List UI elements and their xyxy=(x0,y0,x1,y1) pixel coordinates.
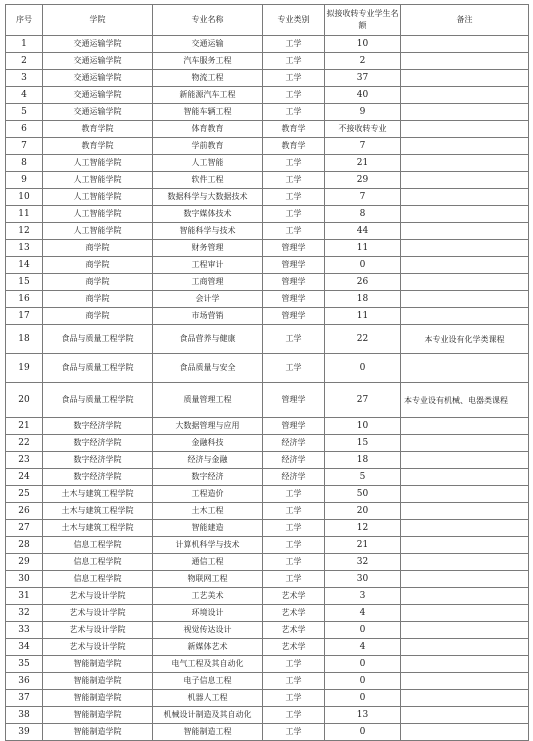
table-row xyxy=(6,354,529,383)
cell-quota: 21 xyxy=(325,537,401,554)
quota-table xyxy=(5,4,529,741)
cell-major: 智能制造工程 xyxy=(153,724,263,741)
cell-college: 教育学院 xyxy=(43,121,153,138)
cell-college: 智能制造学院 xyxy=(43,707,153,724)
cell-college: 艺术与设计学院 xyxy=(43,605,153,622)
cell-remarks xyxy=(401,656,529,673)
cell-remarks xyxy=(401,155,529,172)
table-row xyxy=(6,520,529,537)
cell-quota: 11 xyxy=(325,308,401,325)
cell-college: 土木与建筑工程学院 xyxy=(43,486,153,503)
cell-quota: 37 xyxy=(325,70,401,87)
cell-major: 环境设计 xyxy=(153,605,263,622)
cell-category: 管理学 xyxy=(263,291,325,308)
cell-major: 金融科技 xyxy=(153,435,263,452)
cell-college: 商学院 xyxy=(43,308,153,325)
cell-major: 数字经济 xyxy=(153,469,263,486)
cell-major: 物流工程 xyxy=(153,70,263,87)
cell-major: 会计学 xyxy=(153,291,263,308)
table-row xyxy=(6,257,529,274)
table-row xyxy=(6,639,529,656)
cell-category: 经济学 xyxy=(263,435,325,452)
cell-major: 工程造价 xyxy=(153,486,263,503)
cell-college: 人工智能学院 xyxy=(43,155,153,172)
cell-index: 31 xyxy=(6,588,43,605)
table-row xyxy=(6,172,529,189)
cell-major: 食品质量与安全 xyxy=(153,354,263,383)
cell-major: 智能车辆工程 xyxy=(153,104,263,121)
table-row xyxy=(6,53,529,70)
cell-college: 食品与质量工程学院 xyxy=(43,383,153,418)
cell-quota: 30 xyxy=(325,571,401,588)
cell-college: 人工智能学院 xyxy=(43,172,153,189)
cell-quota: 7 xyxy=(325,138,401,155)
cell-quota: 3 xyxy=(325,588,401,605)
table-row xyxy=(6,435,529,452)
cell-major: 大数据管理与应用 xyxy=(153,418,263,435)
cell-college: 智能制造学院 xyxy=(43,673,153,690)
cell-category: 工学 xyxy=(263,189,325,206)
cell-quota: 4 xyxy=(325,605,401,622)
cell-remarks xyxy=(401,503,529,520)
cell-remarks xyxy=(401,435,529,452)
cell-category: 工学 xyxy=(263,223,325,240)
cell-college: 商学院 xyxy=(43,291,153,308)
header-category: 专业类别 xyxy=(263,5,325,36)
cell-quota: 44 xyxy=(325,223,401,240)
cell-college: 商学院 xyxy=(43,257,153,274)
cell-index: 18 xyxy=(6,325,43,354)
cell-college: 交通运输学院 xyxy=(43,53,153,70)
cell-quota: 21 xyxy=(325,155,401,172)
cell-remarks xyxy=(401,308,529,325)
cell-quota: 40 xyxy=(325,87,401,104)
cell-index: 2 xyxy=(6,53,43,70)
cell-college: 人工智能学院 xyxy=(43,189,153,206)
table-row xyxy=(6,469,529,486)
cell-college: 交通运输学院 xyxy=(43,70,153,87)
cell-remarks xyxy=(401,172,529,189)
cell-category: 管理学 xyxy=(263,383,325,418)
cell-major: 工商管理 xyxy=(153,274,263,291)
cell-quota: 18 xyxy=(325,291,401,308)
cell-category: 管理学 xyxy=(263,257,325,274)
cell-college: 艺术与设计学院 xyxy=(43,622,153,639)
cell-major: 机器人工程 xyxy=(153,690,263,707)
cell-quota: 15 xyxy=(325,435,401,452)
cell-remarks xyxy=(401,639,529,656)
cell-index: 11 xyxy=(6,206,43,223)
cell-index: 5 xyxy=(6,104,43,121)
cell-remarks xyxy=(401,571,529,588)
cell-index: 14 xyxy=(6,257,43,274)
cell-category: 工学 xyxy=(263,690,325,707)
cell-index: 38 xyxy=(6,707,43,724)
cell-major: 学前教育 xyxy=(153,138,263,155)
cell-remarks xyxy=(401,452,529,469)
cell-quota: 0 xyxy=(325,257,401,274)
table-row xyxy=(6,87,529,104)
table-row xyxy=(6,383,529,418)
table-row xyxy=(6,240,529,257)
table-row xyxy=(6,452,529,469)
cell-college: 数字经济学院 xyxy=(43,435,153,452)
cell-remarks xyxy=(401,121,529,138)
cell-index: 20 xyxy=(6,383,43,418)
cell-category: 工学 xyxy=(263,520,325,537)
table-row xyxy=(6,605,529,622)
cell-remarks xyxy=(401,605,529,622)
table-row xyxy=(6,138,529,155)
cell-college: 交通运输学院 xyxy=(43,36,153,53)
cell-college: 商学院 xyxy=(43,240,153,257)
cell-remarks xyxy=(401,469,529,486)
cell-index: 4 xyxy=(6,87,43,104)
cell-remarks xyxy=(401,588,529,605)
cell-quota: 18 xyxy=(325,452,401,469)
cell-category: 经济学 xyxy=(263,452,325,469)
cell-major: 财务管理 xyxy=(153,240,263,257)
cell-remarks: 本专业设有机械、电器类课程 xyxy=(401,383,529,418)
cell-index: 30 xyxy=(6,571,43,588)
cell-remarks xyxy=(401,87,529,104)
cell-college: 智能制造学院 xyxy=(43,724,153,741)
cell-index: 37 xyxy=(6,690,43,707)
cell-major: 工程审计 xyxy=(153,257,263,274)
cell-college: 人工智能学院 xyxy=(43,206,153,223)
cell-remarks xyxy=(401,291,529,308)
cell-category: 工学 xyxy=(263,571,325,588)
cell-index: 33 xyxy=(6,622,43,639)
cell-index: 34 xyxy=(6,639,43,656)
cell-category: 工学 xyxy=(263,486,325,503)
cell-index: 32 xyxy=(6,605,43,622)
header-row xyxy=(6,5,529,36)
cell-major: 人工智能 xyxy=(153,155,263,172)
table-row xyxy=(6,223,529,240)
cell-category: 工学 xyxy=(263,537,325,554)
cell-major: 汽车服务工程 xyxy=(153,53,263,70)
cell-index: 36 xyxy=(6,673,43,690)
cell-quota: 32 xyxy=(325,554,401,571)
cell-major: 机械设计制造及其自动化 xyxy=(153,707,263,724)
cell-college: 艺术与设计学院 xyxy=(43,588,153,605)
cell-college: 智能制造学院 xyxy=(43,656,153,673)
cell-quota: 26 xyxy=(325,274,401,291)
cell-major: 体育教育 xyxy=(153,121,263,138)
cell-index: 13 xyxy=(6,240,43,257)
cell-major: 食品营养与健康 xyxy=(153,325,263,354)
cell-remarks xyxy=(401,240,529,257)
table-row xyxy=(6,503,529,520)
cell-index: 39 xyxy=(6,724,43,741)
cell-major: 电子信息工程 xyxy=(153,673,263,690)
cell-index: 25 xyxy=(6,486,43,503)
cell-index: 27 xyxy=(6,520,43,537)
cell-remarks xyxy=(401,622,529,639)
cell-remarks xyxy=(401,36,529,53)
cell-major: 计算机科学与技术 xyxy=(153,537,263,554)
cell-index: 10 xyxy=(6,189,43,206)
cell-index: 8 xyxy=(6,155,43,172)
cell-remarks xyxy=(401,206,529,223)
cell-college: 信息工程学院 xyxy=(43,571,153,588)
cell-remarks xyxy=(401,354,529,383)
cell-quota: 0 xyxy=(325,673,401,690)
cell-remarks: 本专业设有化学类课程 xyxy=(401,325,529,354)
cell-college: 食品与质量工程学院 xyxy=(43,354,153,383)
cell-category: 工学 xyxy=(263,724,325,741)
cell-category: 管理学 xyxy=(263,274,325,291)
cell-category: 管理学 xyxy=(263,308,325,325)
cell-college: 交通运输学院 xyxy=(43,104,153,121)
cell-remarks xyxy=(401,223,529,240)
cell-quota: 8 xyxy=(325,206,401,223)
cell-remarks xyxy=(401,189,529,206)
table-row xyxy=(6,707,529,724)
cell-index: 1 xyxy=(6,36,43,53)
cell-quota: 10 xyxy=(325,36,401,53)
cell-college: 食品与质量工程学院 xyxy=(43,325,153,354)
cell-college: 商学院 xyxy=(43,274,153,291)
table-row xyxy=(6,673,529,690)
cell-remarks xyxy=(401,707,529,724)
cell-quota: 0 xyxy=(325,724,401,741)
header-remarks: 备注 xyxy=(401,5,529,36)
cell-category: 艺术学 xyxy=(263,622,325,639)
cell-quota: 不接收转专业 xyxy=(325,121,401,138)
cell-remarks xyxy=(401,486,529,503)
cell-index: 15 xyxy=(6,274,43,291)
cell-remarks xyxy=(401,520,529,537)
cell-category: 艺术学 xyxy=(263,639,325,656)
table-row xyxy=(6,291,529,308)
cell-quota: 2 xyxy=(325,53,401,70)
cell-quota: 20 xyxy=(325,503,401,520)
cell-category: 艺术学 xyxy=(263,588,325,605)
cell-quota: 10 xyxy=(325,418,401,435)
cell-category: 工学 xyxy=(263,325,325,354)
table-row xyxy=(6,690,529,707)
table-row xyxy=(6,622,529,639)
cell-category: 教育学 xyxy=(263,121,325,138)
cell-quota: 50 xyxy=(325,486,401,503)
header-quota: 拟接收转专业学生名额 xyxy=(325,5,401,36)
cell-remarks xyxy=(401,690,529,707)
cell-index: 29 xyxy=(6,554,43,571)
cell-index: 17 xyxy=(6,308,43,325)
cell-major: 土木工程 xyxy=(153,503,263,520)
cell-remarks xyxy=(401,138,529,155)
cell-remarks xyxy=(401,274,529,291)
cell-quota: 11 xyxy=(325,240,401,257)
cell-college: 交通运输学院 xyxy=(43,87,153,104)
cell-remarks xyxy=(401,554,529,571)
cell-index: 16 xyxy=(6,291,43,308)
cell-college: 数字经济学院 xyxy=(43,469,153,486)
cell-category: 工学 xyxy=(263,155,325,172)
cell-category: 艺术学 xyxy=(263,605,325,622)
cell-index: 26 xyxy=(6,503,43,520)
cell-college: 智能制造学院 xyxy=(43,690,153,707)
cell-college: 土木与建筑工程学院 xyxy=(43,520,153,537)
cell-remarks xyxy=(401,53,529,70)
cell-major: 智能科学与技术 xyxy=(153,223,263,240)
cell-remarks xyxy=(401,537,529,554)
cell-college: 艺术与设计学院 xyxy=(43,639,153,656)
table-row xyxy=(6,155,529,172)
cell-category: 工学 xyxy=(263,554,325,571)
table-row xyxy=(6,274,529,291)
cell-quota: 9 xyxy=(325,104,401,121)
cell-category: 经济学 xyxy=(263,469,325,486)
table-row xyxy=(6,554,529,571)
cell-category: 工学 xyxy=(263,656,325,673)
cell-major: 软件工程 xyxy=(153,172,263,189)
cell-quota: 0 xyxy=(325,690,401,707)
cell-index: 6 xyxy=(6,121,43,138)
cell-category: 工学 xyxy=(263,707,325,724)
cell-major: 视觉传达设计 xyxy=(153,622,263,639)
cell-quota: 7 xyxy=(325,189,401,206)
cell-index: 9 xyxy=(6,172,43,189)
cell-quota: 0 xyxy=(325,622,401,639)
cell-category: 工学 xyxy=(263,172,325,189)
table-row xyxy=(6,121,529,138)
cell-college: 人工智能学院 xyxy=(43,223,153,240)
table-row xyxy=(6,588,529,605)
cell-quota: 0 xyxy=(325,354,401,383)
table-row xyxy=(6,308,529,325)
table-row xyxy=(6,206,529,223)
cell-category: 工学 xyxy=(263,104,325,121)
cell-remarks xyxy=(401,724,529,741)
cell-remarks xyxy=(401,418,529,435)
cell-index: 7 xyxy=(6,138,43,155)
cell-college: 数字经济学院 xyxy=(43,418,153,435)
cell-college: 信息工程学院 xyxy=(43,537,153,554)
cell-major: 市场营销 xyxy=(153,308,263,325)
cell-quota: 4 xyxy=(325,639,401,656)
cell-remarks xyxy=(401,673,529,690)
cell-major: 新能源汽车工程 xyxy=(153,87,263,104)
cell-index: 12 xyxy=(6,223,43,240)
table-row xyxy=(6,656,529,673)
cell-category: 工学 xyxy=(263,70,325,87)
table-row xyxy=(6,418,529,435)
cell-college: 信息工程学院 xyxy=(43,554,153,571)
cell-category: 工学 xyxy=(263,206,325,223)
cell-category: 工学 xyxy=(263,87,325,104)
table-row xyxy=(6,486,529,503)
cell-major: 数字媒体技术 xyxy=(153,206,263,223)
table-row xyxy=(6,325,529,354)
cell-remarks xyxy=(401,70,529,87)
cell-major: 交通运输 xyxy=(153,36,263,53)
cell-index: 19 xyxy=(6,354,43,383)
cell-quota: 27 xyxy=(325,383,401,418)
cell-quota: 12 xyxy=(325,520,401,537)
cell-category: 管理学 xyxy=(263,240,325,257)
table-row xyxy=(6,36,529,53)
cell-index: 21 xyxy=(6,418,43,435)
cell-index: 23 xyxy=(6,452,43,469)
table-row xyxy=(6,104,529,121)
cell-major: 电气工程及其自动化 xyxy=(153,656,263,673)
cell-index: 35 xyxy=(6,656,43,673)
cell-major: 工艺美术 xyxy=(153,588,263,605)
table-row xyxy=(6,189,529,206)
cell-major: 新媒体艺术 xyxy=(153,639,263,656)
cell-category: 工学 xyxy=(263,354,325,383)
cell-index: 24 xyxy=(6,469,43,486)
table-row xyxy=(6,724,529,741)
cell-quota: 29 xyxy=(325,172,401,189)
cell-category: 工学 xyxy=(263,36,325,53)
cell-category: 工学 xyxy=(263,503,325,520)
cell-college: 土木与建筑工程学院 xyxy=(43,503,153,520)
cell-category: 管理学 xyxy=(263,418,325,435)
cell-major: 质量管理工程 xyxy=(153,383,263,418)
table-row xyxy=(6,571,529,588)
cell-remarks xyxy=(401,257,529,274)
cell-category: 教育学 xyxy=(263,138,325,155)
cell-quota: 0 xyxy=(325,656,401,673)
cell-major: 智能建造 xyxy=(153,520,263,537)
cell-quota: 13 xyxy=(325,707,401,724)
cell-quota: 5 xyxy=(325,469,401,486)
cell-index: 28 xyxy=(6,537,43,554)
cell-index: 3 xyxy=(6,70,43,87)
cell-remarks xyxy=(401,104,529,121)
cell-quota: 22 xyxy=(325,325,401,354)
cell-major: 通信工程 xyxy=(153,554,263,571)
table-row xyxy=(6,70,529,87)
cell-category: 工学 xyxy=(263,673,325,690)
header-major: 专业名称 xyxy=(153,5,263,36)
cell-college: 数字经济学院 xyxy=(43,452,153,469)
header-index: 序号 xyxy=(6,5,43,36)
table-row xyxy=(6,537,529,554)
cell-major: 经济与金融 xyxy=(153,452,263,469)
cell-category: 工学 xyxy=(263,53,325,70)
cell-index: 22 xyxy=(6,435,43,452)
cell-major: 物联网工程 xyxy=(153,571,263,588)
cell-major: 数据科学与大数据技术 xyxy=(153,189,263,206)
header-college: 学院 xyxy=(43,5,153,36)
cell-college: 教育学院 xyxy=(43,138,153,155)
